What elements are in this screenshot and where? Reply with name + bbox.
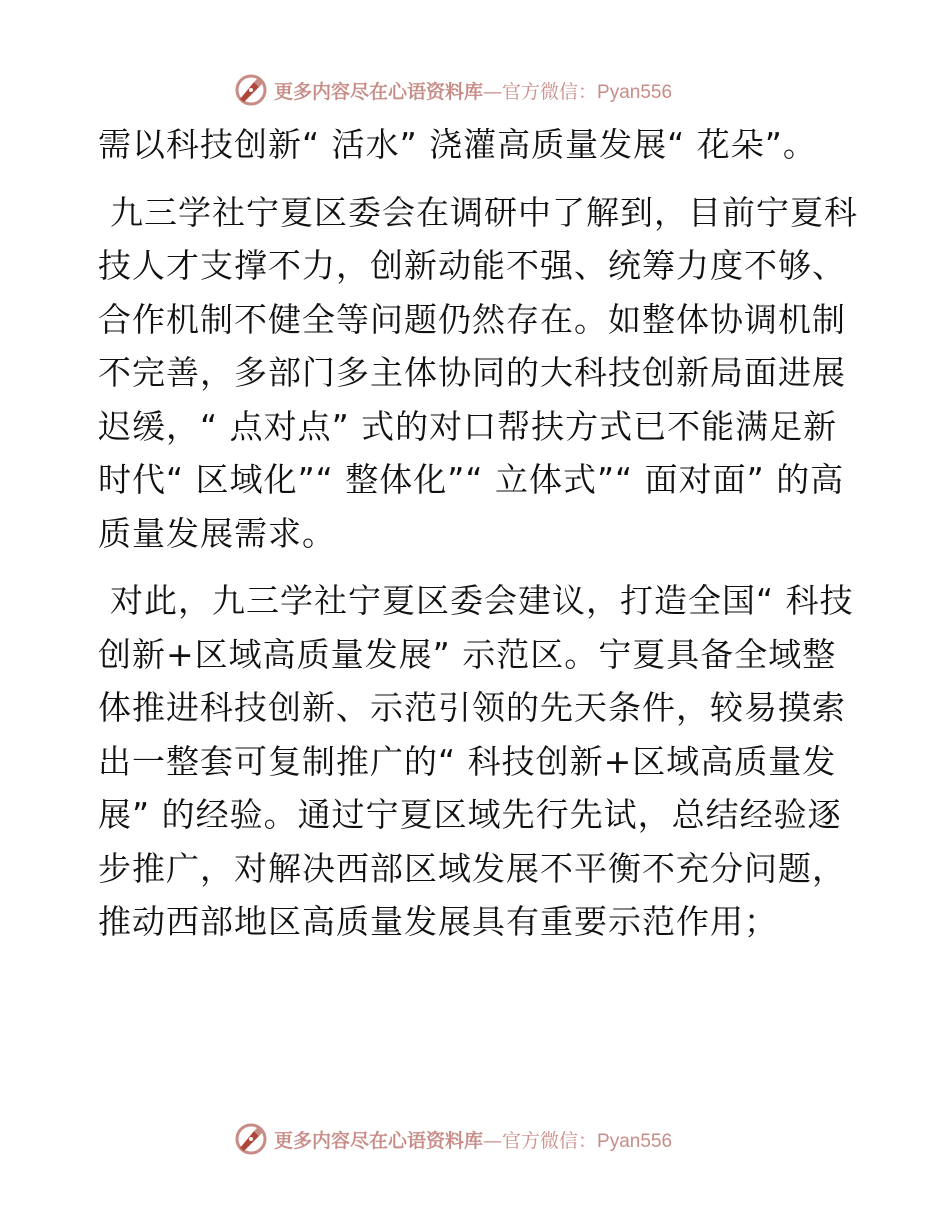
document-body [98, 118, 858, 963]
paragraph-3: 对此，九三学社宁夏区委会建议，打造全国“ 科技创新+区域高质量发展” 示范区。宁夏具备全域整体推进科技创新、示范引领的先天条件，较易摸索出一整套可复制推广的“ 科技创新+区域高质量发展” 的经验。通过宁夏区域先行先试，总结经验逐步推广，对解决西部区域发展不平衡不充分问题，推动西部地区高质量发展具有重要示范作用； [98, 581, 854, 941]
paragraph-2: 九三学社宁夏区委会在调研中了解到，目前宁夏科技人才支撑不力，创新动能不强、统筹力度不够、合作机制不健全等问题仍然存在。如整体协调机制不完善，多部门多主体协同的大科技创新局面进展迟缓，“ 点对点” 式的对口帮扶方式已不能满足新时代“ 区域化”“ 整体化”“ 立体式”“ 面对面” 的高质量发展需求。 [98, 192, 858, 553]
footer-watermark-banner [234, 1122, 672, 1156]
watermark-text: 更多内容尽在心语资料库—官方微信：Pyan556 [274, 1129, 673, 1152]
pen-nib-circle-icon [234, 73, 268, 107]
paragraph-1: 需以科技创新“ 活水” 浇灌高质量发展“ 花朵”。 [98, 125, 817, 164]
pen-nib-circle-icon [234, 1122, 268, 1156]
watermark-text: 更多内容尽在心语资料库—官方微信：Pyan556 [274, 80, 673, 103]
header-watermark-banner [234, 73, 672, 107]
